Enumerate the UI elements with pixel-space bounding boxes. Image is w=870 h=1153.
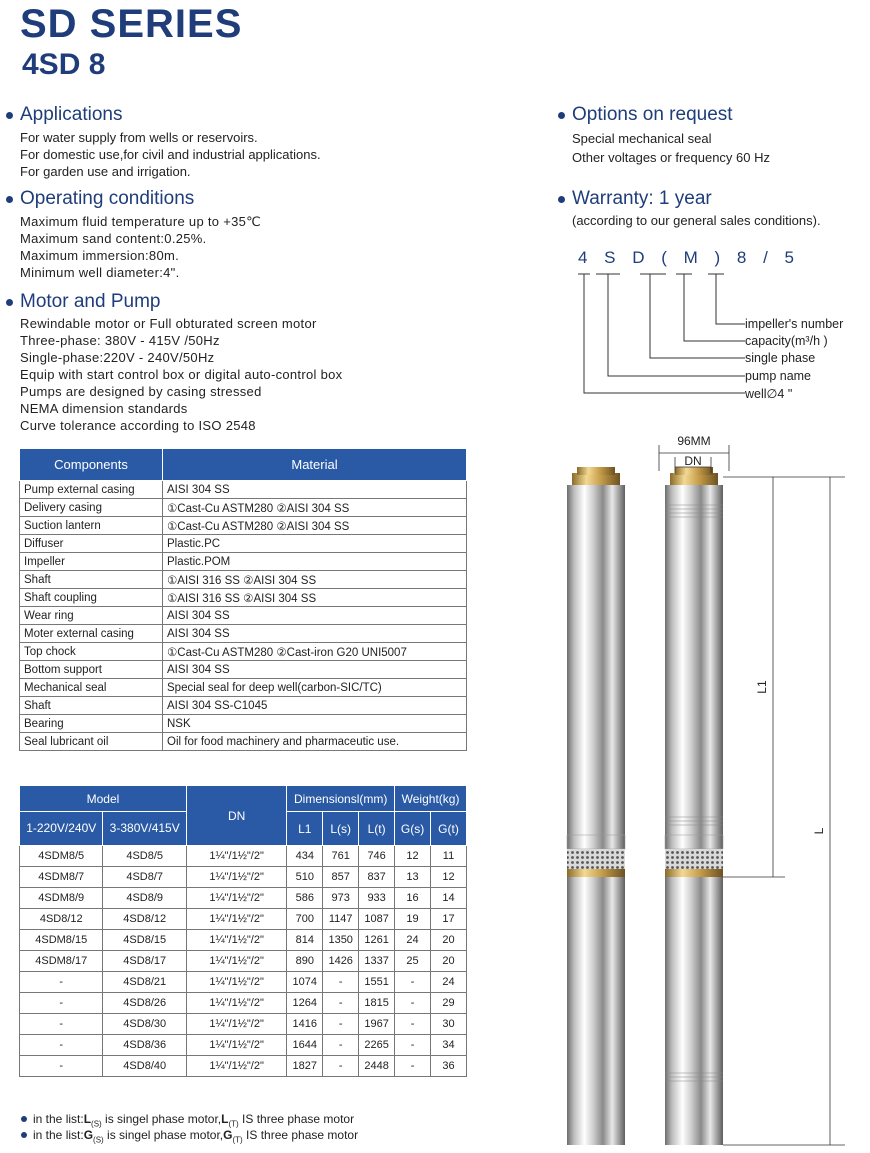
dn-value: 1¼"/1½"/2" [186,909,286,930]
model-code-leaders [570,268,750,408]
legend-pump-name: pump name [745,369,812,383]
footnote-g: in the $list:G_{(S)}$ is singel phase $motor,G_{(T)}$ IS three phase motor [33,1128,358,1144]
l1-value: 1644 [287,1035,323,1056]
dn-value: 1¼"/1½"/2" [186,951,286,972]
dn-value: 1¼"/1½"/2" [186,1014,286,1035]
dn-value: 1¼"/1½"/2" [186,1056,286,1077]
gs-value: 16 [395,888,431,909]
ls-value: - [323,1035,359,1056]
bullet-icon [21,1132,27,1138]
gs-value: - [395,972,431,993]
gs-header: G(s) [395,812,431,846]
leader-capacity [676,274,745,341]
single-phase-model: 4SDM8/5 [20,846,103,867]
component-name: Top chock [20,643,163,661]
component-material: AISI 304 SS [163,625,467,643]
model-title: 4SD 8 [22,48,106,81]
component-material: ①Cast-Cu ASTM280 ②Cast-iron G20 UNI5007 [163,643,467,661]
pump-left [567,467,625,1145]
l1-label: L1 [755,680,769,694]
table-row [20,697,467,715]
dn-value: 1¼"/1½"/2" [186,888,286,909]
three-phase-model: 4SD8/36 [103,1035,186,1056]
ls-value: 857 [323,867,359,888]
table-row [20,517,467,535]
three-phase-model: 4SD8/5 [103,846,186,867]
bullet-icon [558,196,565,203]
table-row [20,930,467,951]
l1-value: 1264 [287,993,323,1014]
component-name: Diffuser [20,535,163,553]
single-phase-model: - [20,1014,103,1035]
gt-value: 11 [431,846,467,867]
table-row [20,481,467,499]
component-name: Pump external casing [20,481,163,499]
table-row [20,846,467,867]
gt-value: 20 [431,951,467,972]
weight-header: Weight(kg) [395,786,467,812]
l1-value: 814 [287,930,323,951]
table-row [20,951,467,972]
gs-value: 13 [395,867,431,888]
component-name: Shaft [20,571,163,589]
table-row [20,1056,467,1077]
ls-value: - [323,1056,359,1077]
dimensions-header: Dimensionsl(mm) [287,786,395,812]
leader-well [578,274,745,393]
bullet-icon [6,196,13,203]
legend-capacity: capacity(m³/h ) [745,334,828,348]
single-phase-model: 4SDM8/15 [20,930,103,951]
component-name: Shaft [20,697,163,715]
table-row [20,571,467,589]
lt-value: 1967 [359,1014,395,1035]
gt-value: 34 [431,1035,467,1056]
table-row [20,909,467,930]
ls-value: - [323,993,359,1014]
dimensions-table [19,785,467,1077]
three-phase-model: 4SD8/12 [103,909,186,930]
component-material: Plastic.POM [163,553,467,571]
dn-value: 1¼"/1½"/2" [186,993,286,1014]
legend-well: well∅4 " [745,387,793,401]
warranty-section [558,188,821,229]
gs-value: - [395,1056,431,1077]
operating-heading: Operating conditions [20,188,195,209]
component-name: Moter external casing [20,625,163,643]
pump-drawing [555,425,865,1150]
table-row [20,679,467,697]
l1-value: 586 [287,888,323,909]
bullet-icon [6,299,13,306]
dn-value: 1¼"/1½"/2" [186,867,286,888]
table-row [20,589,467,607]
dn-value: 1¼"/1½"/2" [186,1035,286,1056]
lt-value: 933 [359,888,395,909]
gt-value: 14 [431,888,467,909]
dn-label: DN [684,454,702,468]
gt-header: G(t) [431,812,467,846]
l1-value: 1827 [287,1056,323,1077]
options-lines: Special mechanical seal Other voltages or frequency 60 Hz [572,131,770,165]
component-material: AISI 304 SS [163,661,467,679]
single-phase-model: 4SD8/12 [20,909,103,930]
table-row [20,733,467,751]
lt-value: 1551 [359,972,395,993]
material-header: Material [163,449,467,481]
table-row [20,625,467,643]
warranty-lines: (according to our general sales conditions). [572,213,821,228]
component-name: Shaft coupling [20,589,163,607]
gt-value: 30 [431,1014,467,1035]
three-phase-header: 3-380V/415V [103,812,186,846]
lt-value: 746 [359,846,395,867]
bullet-icon [21,1116,27,1122]
component-material: NSK [163,715,467,733]
options-heading: Options on request [572,104,733,125]
l1-value: 1074 [287,972,323,993]
table-row [20,888,467,909]
table-row [20,607,467,625]
component-material: AISI 304 SS-C1045 [163,697,467,715]
three-phase-model: 4SD8/17 [103,951,186,972]
component-material: ①Cast-Cu ASTM280 ②AISI 304 SS [163,517,467,535]
table-row [20,867,467,888]
table-row [20,715,467,733]
lt-value: 1815 [359,993,395,1014]
l-label: L [812,827,826,835]
bullet-icon [6,112,13,119]
component-material: Plastic.PC [163,535,467,553]
leader-single-phase [640,274,745,358]
gt-value: 24 [431,972,467,993]
gt-value: 29 [431,993,467,1014]
leader-impeller [708,274,745,324]
l1-header: L1 [287,812,323,846]
gt-value: 17 [431,909,467,930]
table-row [20,993,467,1014]
warranty-heading: Warranty: 1 year [572,188,712,209]
component-name: Bearing [20,715,163,733]
legend-impeller: impeller's number [745,317,844,331]
three-phase-model: 4SD8/7 [103,867,186,888]
ls-value: - [323,1014,359,1035]
table-row [20,553,467,571]
motor-section [6,291,342,434]
component-material: ①Cast-Cu ASTM280 ②AISI 304 SS [163,499,467,517]
operating-lines: Maximum fluid temperature up to +35℃ Maximum sand content:0.25%. Maximum immersion:80m. Minimum well diameter:4". [20,214,262,280]
table-row [20,499,467,517]
single-phase-header: 1-220V/240V [20,812,103,846]
series-title: SD SERIES [20,2,243,46]
footnote-l: in the $list:L_{(S)}$ is singel phase $motor,L_{(T)}$ IS three phase motor [33,1112,354,1128]
lt-value: 1337 [359,951,395,972]
gs-value: 25 [395,951,431,972]
ls-value: 973 [323,888,359,909]
components-table [19,448,467,751]
component-material: ①AISI 316 SS ②AISI 304 SS [163,571,467,589]
table-row [20,643,467,661]
lt-value: 1087 [359,909,395,930]
three-phase-model: 4SD8/15 [103,930,186,951]
component-name: Delivery casing [20,499,163,517]
motor-lines: Rewindable motor or Full obturated screen motor Three-phase: 380V - 415V /50Hz Single-phase:220V - 240V/50Hz Equip with start control box or digital auto-control box Pumps are designed by casing stressed NEMA dimension standards Curve tolerance according to ISO 2548 [20,316,343,433]
single-phase-model: - [20,1056,103,1077]
dn-value: 1¼"/1½"/2" [186,846,286,867]
operating-section [6,188,261,281]
model-header: Model [20,786,187,812]
component-material: AISI 304 SS [163,481,467,499]
table-row [20,1014,467,1035]
ls-value: 1350 [323,930,359,951]
three-phase-model: 4SD8/40 [103,1056,186,1077]
model-code: 4 S D ( M ) 8 / 5 [578,248,800,267]
ls-header: L(s) [323,812,359,846]
ls-value: - [323,972,359,993]
single-phase-model: 4SDM8/9 [20,888,103,909]
component-material: Special seal for deep well(carbon-SIC/TC) [163,679,467,697]
applications-section [6,104,321,180]
components-header: Components [20,449,163,481]
component-name: Suction lantern [20,517,163,535]
l1-value: 510 [287,867,323,888]
dn-value: 1¼"/1½"/2" [186,930,286,951]
applications-heading: Applications [20,104,123,125]
single-phase-model: 4SDM8/7 [20,867,103,888]
lt-value: 2448 [359,1056,395,1077]
lt-value: 837 [359,867,395,888]
table-row [20,972,467,993]
ls-value: 1147 [323,909,359,930]
lt-header: L(t) [359,812,395,846]
component-name: Impeller [20,553,163,571]
component-name: Wear ring [20,607,163,625]
single-phase-model: - [20,972,103,993]
component-name: Bottom support [20,661,163,679]
ls-value: 1426 [323,951,359,972]
lt-value: 1261 [359,930,395,951]
gt-value: 36 [431,1056,467,1077]
gt-value: 20 [431,930,467,951]
table-row [20,535,467,553]
gt-value: 12 [431,867,467,888]
bullet-icon [558,112,565,119]
gs-value: - [395,1014,431,1035]
component-name: Seal lubricant oil [20,733,163,751]
single-phase-model: 4SDM8/17 [20,951,103,972]
single-phase-model: - [20,993,103,1014]
single-phase-model: - [20,1035,103,1056]
pump-right [665,467,723,1145]
three-phase-model: 4SD8/26 [103,993,186,1014]
three-phase-model: 4SD8/9 [103,888,186,909]
gs-value: 19 [395,909,431,930]
table-row [20,1035,467,1056]
table-row [20,661,467,679]
l1-value: 434 [287,846,323,867]
leader-pump-name [596,274,745,376]
gs-value: 24 [395,930,431,951]
three-phase-model: 4SD8/21 [103,972,186,993]
component-material: AISI 304 SS [163,607,467,625]
gs-value: - [395,1035,431,1056]
width-label: 96MM [677,434,711,448]
three-phase-model: 4SD8/30 [103,1014,186,1035]
dn-header: DN [186,786,286,846]
l1-value: 1416 [287,1014,323,1035]
options-section [558,104,770,167]
legend-single-phase: single phase [745,351,816,365]
motor-heading: Motor and Pump [20,291,161,312]
ls-value: 761 [323,846,359,867]
component-material: Oil for food machinery and pharmaceutic use. [163,733,467,751]
l1-value: 890 [287,951,323,972]
dn-value: 1¼"/1½"/2" [186,972,286,993]
lt-value: 2265 [359,1035,395,1056]
gs-value: 12 [395,846,431,867]
component-material: ①AISI 316 SS ②AISI 304 SS [163,589,467,607]
applications-lines: For water supply from wells or reservoirs. For domestic use,for civil and industrial applications. For garden use and irrigation. [20,130,321,179]
gs-value: - [395,993,431,1014]
l1-value: 700 [287,909,323,930]
component-name: Mechanical seal [20,679,163,697]
